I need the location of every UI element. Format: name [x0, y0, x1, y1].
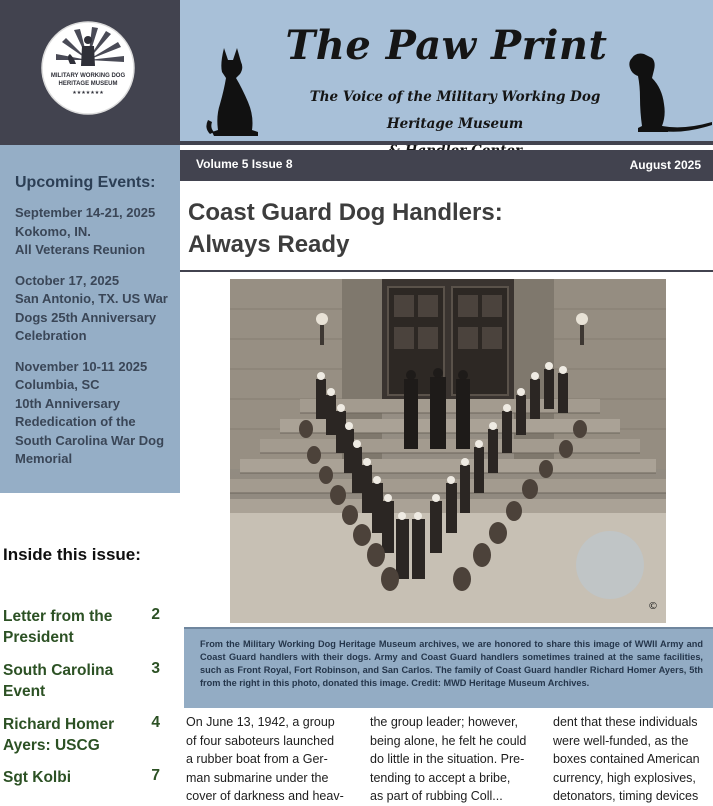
headline-divider [180, 270, 713, 272]
event-line: November 10-11 2025 [15, 358, 148, 374]
logo-block [0, 0, 180, 145]
body-line: currency, high explosives, [553, 770, 696, 785]
body-line: dent that these individuals [553, 715, 698, 729]
body-line: boxes contained American [553, 752, 700, 767]
event-item [15, 358, 180, 469]
event-line: Dogs 25th Anniversary [15, 309, 157, 325]
body-line: cover of darkness and heav- [186, 789, 344, 804]
toc-label: Letter from the President [3, 608, 113, 646]
body-line: tending to accept a bribe, [370, 770, 511, 785]
seal-text-line1: MILITARY WORKING DOG [50, 73, 126, 79]
copyright-mark: © [648, 601, 658, 612]
body-line: do little in the situation. Pre- [370, 752, 525, 767]
body-line: were well-funded, as the [553, 733, 689, 748]
toc-page-number: 4 [151, 714, 160, 731]
event-line: All Veterans Reunion [15, 242, 146, 257]
event-line: San Antonio, TX. US War [15, 291, 168, 306]
event-line: Celebration [15, 328, 87, 343]
archive-photo [230, 279, 666, 623]
toc-page-number: 7 [151, 767, 160, 784]
issue-date-label: August 2025 [629, 158, 701, 172]
toc-item-kolbi[interactable] [3, 767, 163, 788]
svg-text:★★★★★★★: ★★★★★★★ [72, 90, 104, 96]
article-headline [188, 197, 503, 261]
body-line: detonators, timing devices [553, 789, 699, 804]
event-item [15, 204, 180, 260]
event-item [15, 272, 180, 346]
museum-seal-logo [40, 20, 136, 116]
article-column-2 [370, 713, 533, 806]
event-line: Rededication of the [15, 414, 136, 429]
toc-page-number: 2 [151, 606, 160, 623]
body-line: a rubber boat from a Ger- [186, 752, 328, 767]
sitting-lab-silhouette-icon [628, 52, 713, 132]
seal-text-line2: HERITAGE MUSEUM [58, 81, 118, 87]
issue-info-bar [180, 150, 713, 181]
event-line: Columbia, SC [15, 377, 100, 392]
event-line: October 17, 2025 [15, 272, 120, 288]
sitting-dog-silhouette-icon [202, 46, 262, 138]
event-line: 10th Anniversary [15, 395, 121, 411]
toc-item-letter[interactable] [3, 606, 163, 648]
article-column-1 [186, 713, 349, 806]
toc-item-south-carolina[interactable] [3, 660, 163, 702]
event-line: September 14-21, 2025 [15, 205, 156, 220]
toc-label: Richard Homer Ayers: USCG [3, 716, 115, 754]
toc-item-ayers[interactable] [3, 714, 163, 756]
toc-label: Sgt Kolbi [3, 769, 72, 786]
toc-label: South Carolina Event [3, 662, 114, 700]
masthead-divider [180, 141, 713, 145]
body-line: man submarine under the [186, 770, 329, 785]
inside-issue-heading: Inside this issue: [3, 545, 141, 564]
volume-issue-label: Volume 5 Issue 8 [196, 157, 293, 171]
headline-line: Always Ready [188, 231, 350, 258]
body-line: being alone, he felt he could [370, 733, 527, 748]
event-line: Memorial [15, 451, 73, 466]
upcoming-events-panel [0, 145, 180, 493]
toc-page-number: 3 [151, 660, 160, 677]
newsletter-title: The Paw Print [285, 22, 608, 69]
headline-line: Coast Guard Dog Handlers: [188, 199, 503, 226]
body-line: the group leader; however, [370, 715, 519, 729]
events-heading: Upcoming Events: [15, 174, 156, 191]
event-line: South Carolina War Dog [15, 432, 165, 448]
body-line: as part of rubbing Coll... [370, 789, 503, 804]
body-line: of four saboteurs launched [186, 733, 335, 748]
article-column-3 [553, 713, 713, 806]
tagline-line: The Voice of the Military Working Dog Heritage Museum [309, 89, 601, 132]
photo-caption: From the Military Working Dog Heritage Museum archives, we are honored to share this image of WWII Army and Coast Guard handlers with their dogs. Army and Coast Guard handlers sometimes trained at the same facilities, such as Front Royal, Fort Robinson, and San Carlos. The family of Coast Guard handler Richard Homer Ayers, 5th from the right in this photo, donated this image. Credit: MWD Heritage Museum Archives. [184, 627, 713, 708]
event-line: Kokomo, IN. [15, 223, 91, 239]
body-line: On June 13, 1942, a group [186, 715, 335, 729]
